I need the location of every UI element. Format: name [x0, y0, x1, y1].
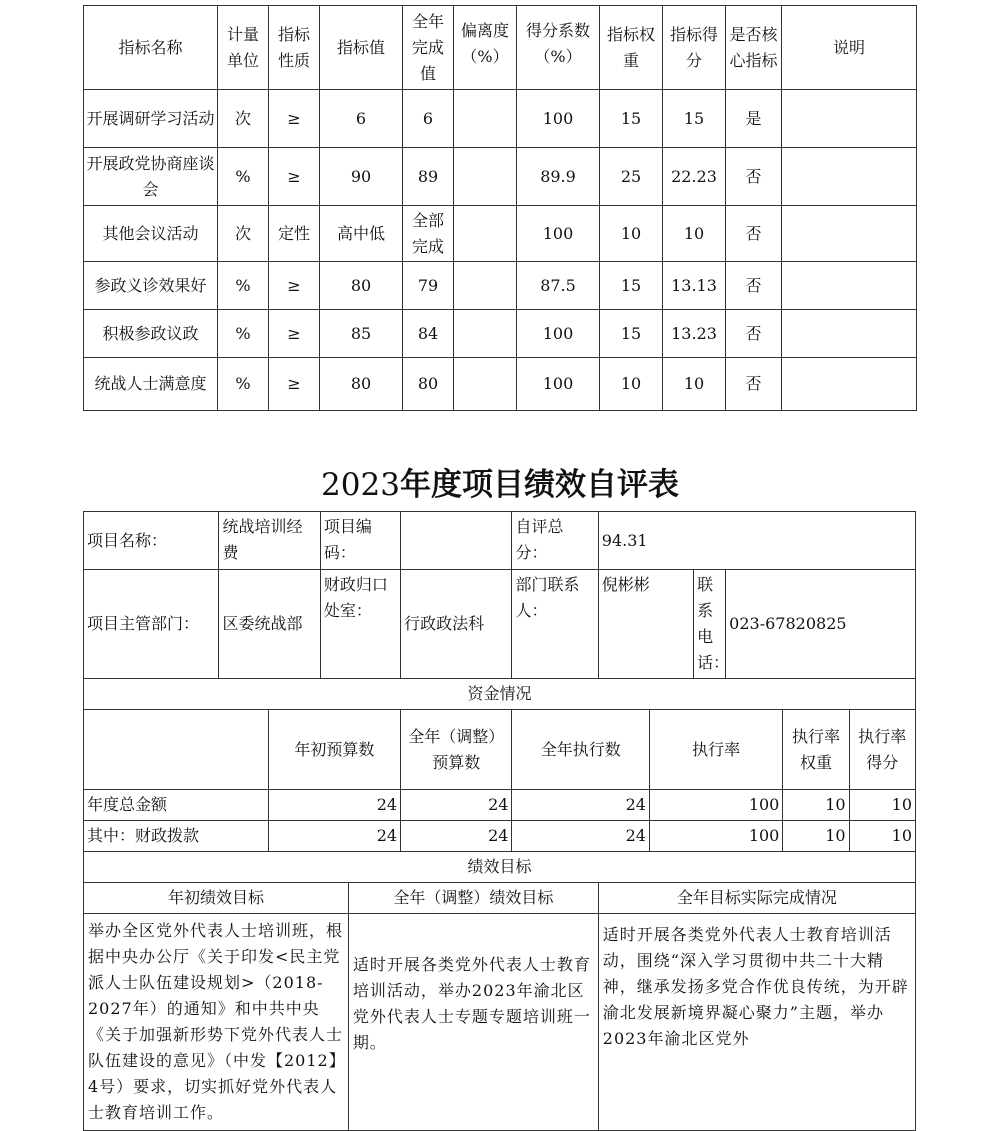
goals-section-row [84, 852, 916, 883]
department-label: 项目主管部门： [84, 570, 219, 679]
phone-label: 联系电话： [694, 570, 726, 679]
funds-value: 10 [783, 821, 849, 852]
initial-goal-text: 举办全区党外代表人士培训班，根据中央办公厅《关于印发<民主党派人士队伍建设规划>（2018-2027年）的通知》和中共中央《关于加强新形势下党外代表人士队伍建设的意见》（中发【2012】4号）要求，切实抓好党外代表人士教育培训工作。 [84, 914, 349, 1131]
table-row [84, 262, 917, 310]
table-row [84, 206, 917, 262]
remark [782, 148, 917, 206]
unit: % [218, 358, 269, 411]
score-coefficient: 89.9 [517, 148, 600, 206]
remark [782, 310, 917, 358]
header-cell: 指标值 [320, 6, 403, 90]
header-cell: 指标名称 [84, 6, 218, 90]
is-core: 否 [726, 148, 782, 206]
header-cell: 指标得分 [663, 6, 726, 90]
header-cell: 全年完成值 [403, 6, 454, 90]
target-value: 90 [320, 148, 403, 206]
actual-value: 全部完成 [403, 206, 454, 262]
funds-value: 24 [401, 790, 512, 821]
nature: ≥ [269, 310, 320, 358]
page-title [0, 462, 1000, 508]
phone-value: 023-67820825 [726, 570, 916, 679]
indicator-name: 其他会议活动 [84, 206, 218, 262]
indicator-name: 开展调研学习活动 [84, 90, 218, 148]
actual-value: 84 [403, 310, 454, 358]
weight: 25 [600, 148, 663, 206]
funds-value: 10 [849, 790, 915, 821]
funds-value: 10 [849, 821, 915, 852]
header-cell: 偏离度（%） [454, 6, 517, 90]
table-row [84, 790, 916, 821]
score-coefficient: 100 [517, 310, 600, 358]
self-evaluation-table [83, 511, 916, 1131]
remark [782, 206, 917, 262]
funds-header: 执行率 [649, 710, 782, 790]
weight: 15 [600, 90, 663, 148]
department-value: 区委统战部 [219, 570, 320, 679]
score-value: 94.31 [598, 512, 915, 570]
table-row [84, 90, 917, 148]
header-cell: 说明 [782, 6, 917, 90]
weight: 10 [600, 206, 663, 262]
goals-section-title: 绩效目标 [84, 852, 916, 883]
score: 10 [663, 358, 726, 411]
score: 10 [663, 206, 726, 262]
finance-office-label: 财政归口处室： [320, 570, 400, 679]
goals-content-row [84, 914, 916, 1131]
indicator-header-row [84, 6, 917, 90]
score-label: 自评总分： [512, 512, 598, 570]
deviation [454, 148, 517, 206]
deviation [454, 358, 517, 411]
funds-header: 执行率权重 [783, 710, 849, 790]
remark [782, 90, 917, 148]
funds-row-label: 年度总金额 [84, 790, 269, 821]
funds-section-row [84, 679, 916, 710]
indicator-name: 积极参政议政 [84, 310, 218, 358]
indicator-name: 参政义诊效果好 [84, 262, 218, 310]
header-cell: 得分系数（%） [517, 6, 600, 90]
header-cell: 计量单位 [218, 6, 269, 90]
funds-value: 100 [649, 821, 782, 852]
nature: ≥ [269, 148, 320, 206]
table-row [84, 310, 917, 358]
funds-row-label: 其中：财政拨款 [84, 821, 269, 852]
funds-header-row [84, 710, 916, 790]
actual-value: 80 [403, 358, 454, 411]
nature: ≥ [269, 358, 320, 411]
funds-header: 全年（调整）预算数 [401, 710, 512, 790]
target-value: 6 [320, 90, 403, 148]
funds-value: 24 [401, 821, 512, 852]
table-row [84, 821, 916, 852]
score-coefficient: 100 [517, 90, 600, 148]
table-row [84, 358, 917, 411]
indicator-name: 统战人士满意度 [84, 358, 218, 411]
weight: 10 [600, 358, 663, 411]
indicator-name: 开展政党协商座谈会 [84, 148, 218, 206]
funds-value: 10 [783, 790, 849, 821]
unit: % [218, 148, 269, 206]
is-core: 是 [726, 90, 782, 148]
department-row [84, 570, 916, 679]
table-row [84, 148, 917, 206]
goals-header: 全年目标实际完成情况 [598, 883, 915, 914]
target-value: 80 [320, 262, 403, 310]
score: 22.23 [663, 148, 726, 206]
header-cell: 是否核心指标 [726, 6, 782, 90]
deviation [454, 262, 517, 310]
unit: % [218, 310, 269, 358]
funds-header-blank [84, 710, 269, 790]
funds-value: 24 [268, 790, 400, 821]
finance-office-value: 行政政法科 [401, 570, 512, 679]
score-coefficient: 100 [517, 206, 600, 262]
funds-header: 执行率得分 [849, 710, 915, 790]
unit: 次 [218, 90, 269, 148]
goals-header: 全年（调整）绩效目标 [348, 883, 598, 914]
nature: 定性 [269, 206, 320, 262]
score: 13.13 [663, 262, 726, 310]
remark [782, 358, 917, 411]
adjusted-goal-text: 适时开展各类党外代表人士教育培训活动，举办2023年渝北区党外代表人士专题专题培训班一期。 [348, 914, 598, 1131]
target-value: 高中低 [320, 206, 403, 262]
score: 15 [663, 90, 726, 148]
title-year: 2023 [321, 467, 400, 503]
project-name-row [84, 512, 916, 570]
weight: 15 [600, 262, 663, 310]
deviation [454, 310, 517, 358]
project-code-label: 项目编码： [320, 512, 400, 570]
project-code-value [401, 512, 512, 570]
actual-completion-text: 适时开展各类党外代表人士教育培训活动，围绕“深入学习贯彻中共二十大精神，继承发扬多党合作优良传统，为开辟渝北发展新境界凝心聚力”主题，举办2023年渝北区党外 [598, 914, 915, 1131]
contact-label: 部门联系人： [512, 570, 598, 679]
unit: 次 [218, 206, 269, 262]
project-name-label: 项目名称： [84, 512, 219, 570]
header-cell: 指标权重 [600, 6, 663, 90]
nature: ≥ [269, 90, 320, 148]
funds-header: 年初预算数 [268, 710, 400, 790]
funds-value: 24 [268, 821, 400, 852]
is-core: 否 [726, 206, 782, 262]
indicator-table [83, 5, 917, 411]
funds-value: 100 [649, 790, 782, 821]
is-core: 否 [726, 310, 782, 358]
funds-section-title: 资金情况 [84, 679, 916, 710]
score: 13.23 [663, 310, 726, 358]
contact-value: 倪彬彬 [598, 570, 693, 679]
unit: % [218, 262, 269, 310]
goals-header-row [84, 883, 916, 914]
is-core: 否 [726, 358, 782, 411]
target-value: 85 [320, 310, 403, 358]
actual-value: 89 [403, 148, 454, 206]
score-coefficient: 100 [517, 358, 600, 411]
funds-value: 24 [512, 790, 649, 821]
remark [782, 262, 917, 310]
funds-header: 全年执行数 [512, 710, 649, 790]
title-text: 年度项目绩效自评表 [399, 467, 679, 503]
project-name-value: 统战培训经费 [219, 512, 320, 570]
target-value: 80 [320, 358, 403, 411]
header-cell: 指标性质 [269, 6, 320, 90]
actual-value: 6 [403, 90, 454, 148]
actual-value: 79 [403, 262, 454, 310]
is-core: 否 [726, 262, 782, 310]
nature: ≥ [269, 262, 320, 310]
weight: 15 [600, 310, 663, 358]
goals-header: 年初绩效目标 [84, 883, 349, 914]
deviation [454, 90, 517, 148]
deviation [454, 206, 517, 262]
score-coefficient: 87.5 [517, 262, 600, 310]
funds-value: 24 [512, 821, 649, 852]
